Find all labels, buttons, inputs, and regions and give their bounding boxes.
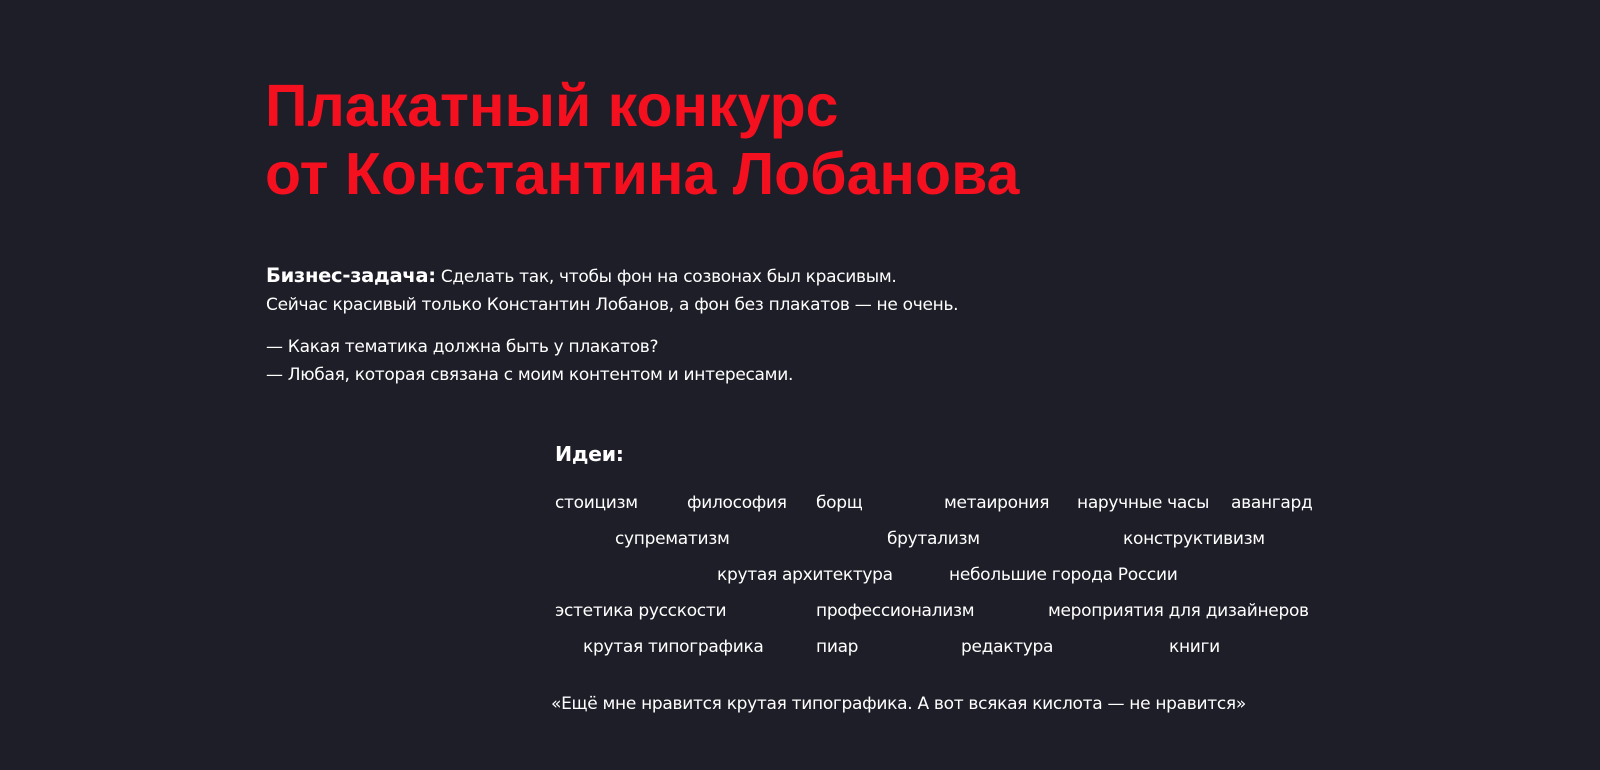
business-task-text-1: Сделать так, чтобы фон на созвонах был красивым. (435, 267, 897, 287)
title-line-1: Плакатный конкурс (265, 73, 839, 139)
idea-tag: редактура (961, 637, 1054, 657)
business-task-line-1 (266, 262, 958, 291)
idea-tag: небольшие города России (949, 565, 1178, 585)
dialog (266, 333, 793, 389)
idea-tag: авангард (1231, 493, 1313, 513)
ideas-heading: Идеи: (555, 442, 624, 466)
idea-tag: метаирония (944, 493, 1050, 513)
idea-tag: стоицизм (555, 493, 638, 513)
idea-tag: крутая архитектура (717, 565, 893, 585)
idea-tag: конструктивизм (1123, 529, 1265, 549)
business-task (266, 262, 958, 319)
idea-tag: эстетика русскости (555, 601, 727, 621)
dialog-answer: — Любая, которая связана с моим контентом и интересами. (266, 365, 794, 385)
title-line-2: от Константина Лобанова (265, 141, 1020, 207)
idea-tag: пиар (816, 637, 859, 657)
idea-tag: крутая типографика (583, 637, 764, 657)
idea-tag: философия (687, 493, 787, 513)
idea-tag: профессионализм (816, 601, 975, 621)
business-task-label: Бизнес-задача: (266, 264, 436, 287)
page-title (265, 72, 1019, 208)
idea-tag: супрематизм (615, 529, 730, 549)
idea-tag: мероприятия для дизайнеров (1048, 601, 1309, 621)
idea-tag: наручные часы (1077, 493, 1210, 513)
idea-tag: книги (1169, 637, 1220, 657)
idea-tag: брутализм (887, 529, 980, 549)
dialog-question: — Какая тематика должна быть у плакатов? (266, 337, 659, 357)
idea-tag: борщ (816, 493, 863, 513)
business-task-text-2: Сейчас красивый только Константин Лобанов, а фон без плакатов — не очень. (266, 295, 959, 315)
client-quote: «Ещё мне нравится крутая типографика. А вот всякая кислота — не нравится» (551, 694, 1246, 714)
